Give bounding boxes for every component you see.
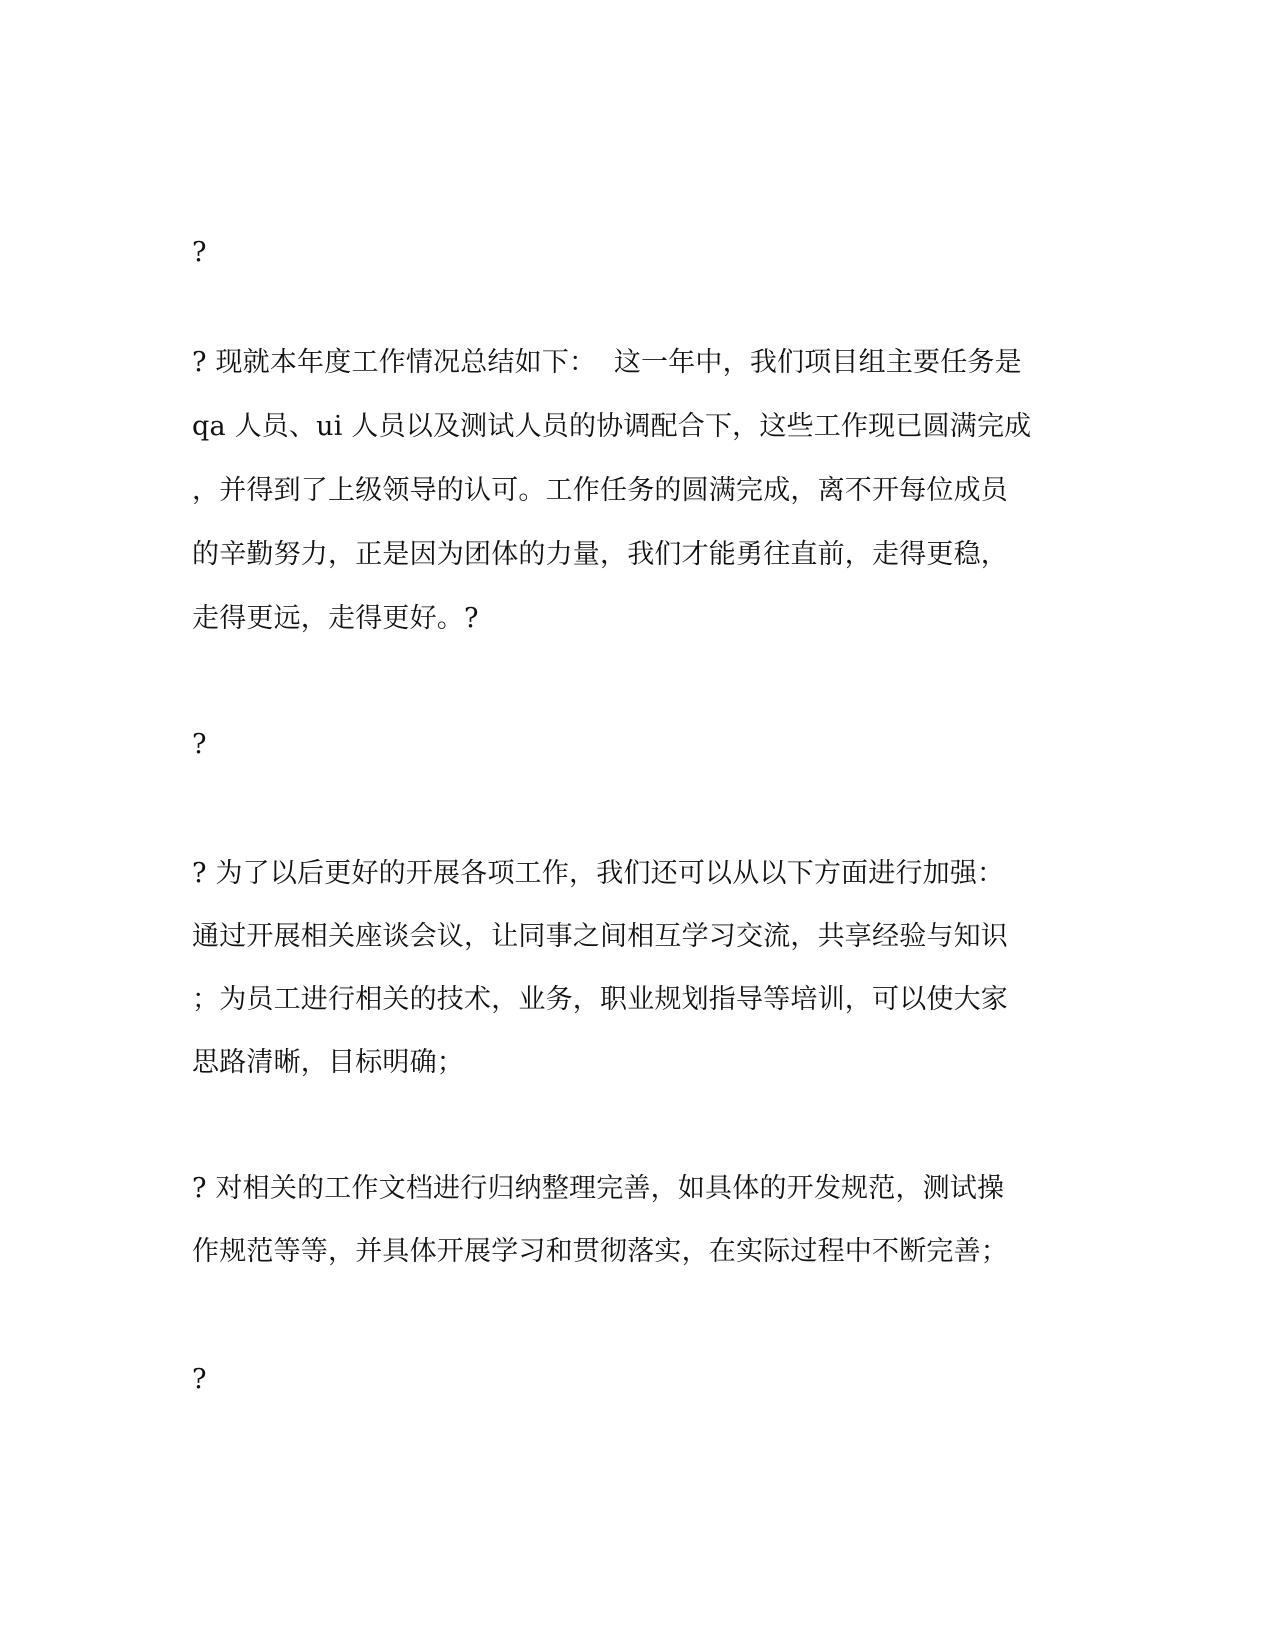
paragraph-line: 的辛勤努力，正是因为团体的力量，我们才能勇往直前，走得更稳， bbox=[192, 539, 1008, 570]
paragraph-line: 作规范等等，并具体开展学习和贯彻落实，在实际过程中不断完善； bbox=[192, 1236, 1008, 1267]
paragraph-line: ? 对相关的工作文档进行归纳整理完善，如具体的开发规范，测试操 bbox=[192, 1173, 1005, 1204]
paragraph-line: 通过开展相关座谈会议，让同事之间相互学习交流，共享经验与知识 bbox=[192, 921, 1008, 952]
paragraph-line: ? 为了以后更好的开展各项工作，我们还可以从以下方面进行加强： bbox=[192, 858, 1005, 889]
paragraph-line: 走得更远，走得更好。? bbox=[192, 603, 479, 634]
paragraph-line: qa 人员、ui 人员以及测试人员的协调配合下，这些工作现已圆满完成 bbox=[192, 411, 1032, 442]
paragraph-line: 思路清晰，目标明确； bbox=[192, 1047, 464, 1078]
placeholder-line: ? bbox=[192, 729, 207, 760]
paragraph-line: ，并得到了上级领导的认可。工作任务的圆满完成，离不开每位成员 bbox=[192, 475, 1008, 506]
placeholder-line: ? bbox=[192, 1364, 207, 1395]
paragraph-line: ；为员工进行相关的技术，业务，职业规划指导等培训，可以使大家 bbox=[192, 984, 1008, 1015]
paragraph-line: ? 现就本年度工作情况总结如下： 这一年中，我们项目组主要任务是 bbox=[192, 347, 1022, 378]
placeholder-line: ? bbox=[192, 237, 207, 268]
